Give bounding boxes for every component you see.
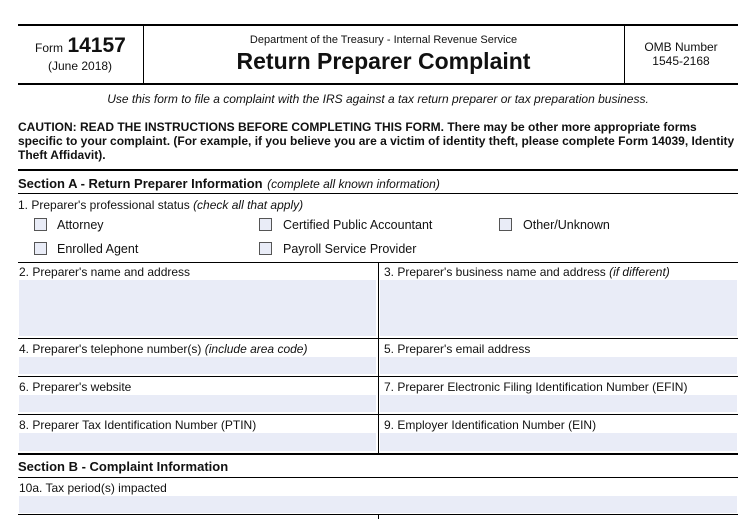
tax-period-field[interactable] xyxy=(19,496,737,513)
q3-note: (if different) xyxy=(609,265,670,279)
section-a-heading xyxy=(18,175,440,193)
q7-label: 7. Preparer Electronic Filing Identification Number (EFIN) xyxy=(384,380,688,394)
cpa-checkbox[interactable] xyxy=(259,218,272,231)
business-name-address-field[interactable] xyxy=(380,280,737,336)
email-field[interactable] xyxy=(380,357,737,374)
attorney-checkbox[interactable] xyxy=(34,218,47,231)
ptin-field[interactable] xyxy=(19,433,376,451)
q3-text: 3. Preparer's business name and address xyxy=(384,265,606,279)
telephone-field[interactable] xyxy=(19,357,376,374)
cpa-label: Certified Public Accountant xyxy=(283,218,433,232)
form-date: (June 2018) xyxy=(48,59,113,73)
section-b-title: Section B - Complaint Information xyxy=(18,459,229,474)
section-a-note: (complete all known information) xyxy=(267,177,440,191)
caution-line-2: specific to your complaint. (For example, if you believe you are a victim of identity theft, please complete Form 14039, Identity xyxy=(18,134,735,148)
form-title: Return Preparer Complaint xyxy=(236,48,531,74)
q1-note: (check all that apply) xyxy=(193,198,304,212)
ein-field[interactable] xyxy=(380,433,737,451)
section-a-top-rule xyxy=(18,169,738,171)
q1-label xyxy=(18,198,303,212)
attorney-label: Attorney xyxy=(57,218,104,232)
section-a-heading-rule xyxy=(18,193,738,194)
q9-label: 9. Employer Identification Number (EIN) xyxy=(384,418,597,432)
preparer-name-address-field[interactable] xyxy=(19,280,376,336)
q5-label: 5. Preparer's email address xyxy=(384,342,531,356)
website-field[interactable] xyxy=(19,395,376,412)
other-unknown-checkbox[interactable] xyxy=(499,218,512,231)
q10a-label: 10a. Tax period(s) impacted xyxy=(19,481,167,495)
intro-text: Use this form to file a complaint with the IRS against a tax return preparer or tax preparation business. xyxy=(107,92,649,106)
row-6-rule xyxy=(18,376,738,377)
omb-label: OMB Number xyxy=(644,40,718,54)
header-top-rule xyxy=(18,24,738,26)
section-b-heading-rule xyxy=(18,477,738,478)
row-4-rule xyxy=(18,338,738,339)
omb-number: 1545-2168 xyxy=(652,54,710,68)
q4-note: (include area code) xyxy=(204,342,308,356)
caution-line-1: CAUTION: READ THE INSTRUCTIONS BEFORE COMPLETING THIS FORM. There may be other more appropriate forms xyxy=(18,120,697,134)
payroll-provider-checkbox[interactable] xyxy=(259,242,272,255)
q4-text: 4. Preparer's telephone number(s) xyxy=(19,342,202,356)
q1-text: 1. Preparer's professional status xyxy=(18,198,190,212)
payroll-provider-label: Payroll Service Provider xyxy=(283,242,417,256)
caution-line-3: Theft Affidavit). xyxy=(18,148,106,162)
q2-label: 2. Preparer's name and address xyxy=(19,265,191,279)
efin-field[interactable] xyxy=(380,395,737,412)
enrolled-agent-checkbox[interactable] xyxy=(34,242,47,255)
q3-label xyxy=(384,265,670,279)
form-number: 14157 xyxy=(67,34,126,57)
form-id xyxy=(35,34,126,58)
other-unknown-label: Other/Unknown xyxy=(523,218,610,232)
q4-label xyxy=(19,342,307,356)
q6-label: 6. Preparer's website xyxy=(19,380,132,394)
form-prefix: Form xyxy=(35,41,63,55)
q8-label: 8. Preparer Tax Identification Number (PTIN) xyxy=(19,418,257,432)
row-8-rule xyxy=(18,414,738,415)
section-a-title: Section A - Return Preparer Information xyxy=(18,176,263,191)
enrolled-agent-label: Enrolled Agent xyxy=(57,242,139,256)
header-bottom-rule xyxy=(18,83,738,85)
column-divider xyxy=(378,262,379,453)
agency-name: Department of the Treasury - Internal Revenue Service xyxy=(249,34,518,46)
section-b-column-divider xyxy=(378,514,379,519)
section-b-top-rule xyxy=(18,453,738,455)
